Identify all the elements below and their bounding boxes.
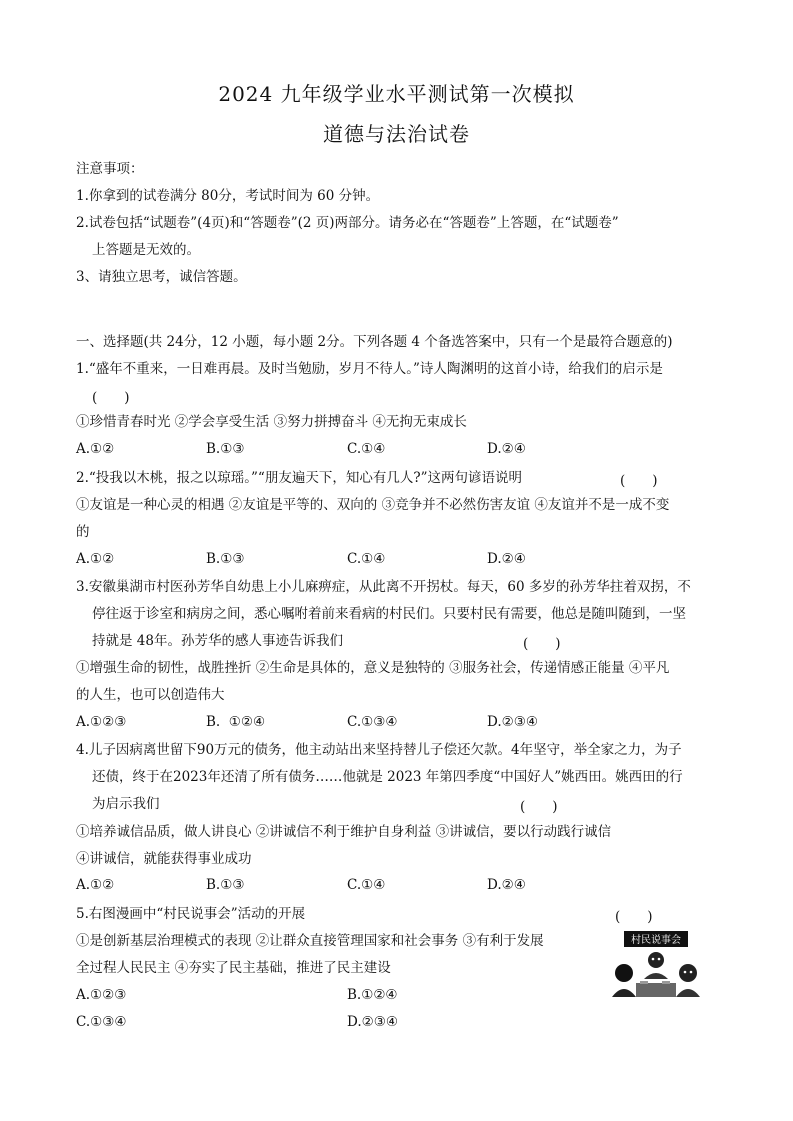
notice-item-3: 3、请独立思考，诚信答题。 bbox=[76, 269, 247, 285]
question-1-answer-paren: ( ) bbox=[92, 390, 130, 406]
village-meeting-cartoon bbox=[610, 927, 702, 999]
question-5-option-c: C.①③④ bbox=[76, 1014, 127, 1030]
question-3-option-c: C.①③④ bbox=[347, 714, 398, 730]
question-5-option-a: A.①②③ bbox=[76, 987, 127, 1003]
cartoon-figure-right bbox=[679, 964, 697, 982]
section-heading: 一、选择题(共 24分，12 小题，每小题 2分。下列各题 4 个备选答案中，只有一个是最符合题意的) bbox=[76, 334, 673, 350]
question-3-option-d: D.②③④ bbox=[487, 714, 538, 730]
question-2-option-a: A.①② bbox=[76, 551, 115, 567]
question-3-stem: 3.安徽巢湖市村医孙芳华自幼患上小儿麻痹症，从此离不开拐杖。每天，60 多岁的孙芳华拄着双拐，不 bbox=[76, 579, 691, 595]
question-2-option-d: D.②④ bbox=[487, 551, 526, 567]
cartoon-table bbox=[636, 983, 676, 997]
question-4-option-a: A.①② bbox=[76, 877, 115, 893]
question-1-option-a: A.①② bbox=[76, 441, 115, 457]
question-2-choices-cont: 的 bbox=[76, 524, 90, 540]
question-1-stem: 1.“盛年不重来，一日难再晨。及时当勉励，岁月不待人。”诗人陶渊明的这首小诗，给我们的启示是 bbox=[76, 361, 663, 377]
question-4-choices: ①培养诚信品质，做人讲良心 ②讲诚信不利于维护自身利益 ③讲诚信，要以行动践行诚信 bbox=[76, 824, 612, 840]
cartoon-figure-center bbox=[648, 952, 664, 968]
question-4-option-b: B.①③ bbox=[206, 877, 245, 893]
question-4-stem-cont-2: 为启示我们 bbox=[92, 796, 160, 812]
question-5-answer-paren: ( ) bbox=[615, 909, 653, 925]
question-3-option-b: B. ①②④ bbox=[206, 714, 266, 730]
question-1-option-d: D.②④ bbox=[487, 441, 526, 457]
exam-subtitle: 道德与法治试卷 bbox=[323, 122, 470, 146]
question-3-choices: ①增强生命的韧性，战胜挫折 ②生命是具体的，意义是独特的 ③服务社会，传递情感正能量 ④平凡 bbox=[76, 660, 670, 676]
exam-title: 2024 九年级学业水平测试第一次模拟 bbox=[218, 82, 575, 106]
question-5-choices-cont: 全过程人民民主 ④夯实了民主基础，推进了民主建设 bbox=[76, 960, 391, 976]
question-3-stem-cont-1: 停往返于诊室和病房之间，悉心嘱咐着前来看病的村民们。只要村民有需要，他总是随叫随到，一坚 bbox=[92, 606, 686, 622]
question-1-option-c: C.①④ bbox=[347, 441, 386, 457]
question-3-option-a: A.①②③ bbox=[76, 714, 127, 730]
question-5-choices: ①是创新基层治理模式的表现 ②让群众直接管理国家和社会事务 ③有利于发展 bbox=[76, 933, 544, 949]
question-2-option-c: C.①④ bbox=[347, 551, 386, 567]
question-2-answer-paren: ( ) bbox=[620, 473, 658, 489]
question-4-answer-paren: ( ) bbox=[520, 799, 558, 815]
question-3-choices-cont: 的人生，也可以创造伟大 bbox=[76, 687, 225, 703]
question-1-option-b: B.①③ bbox=[206, 441, 245, 457]
notice-item-2: 2.试卷包括“试题卷”(4页)和“答题卷”(2 页)两部分。请务必在“答题卷”上答题，在“试题卷” bbox=[76, 215, 619, 231]
notice-item-2-cont: 上答题是无效的。 bbox=[92, 242, 200, 258]
question-5-option-b: B.①②④ bbox=[347, 987, 398, 1003]
question-1-choices: ①珍惜青春时光 ②学会享受生活 ③努力拼搏奋斗 ④无拘无束成长 bbox=[76, 414, 467, 430]
question-5-stem: 5.右图漫画中“村民说事会”活动的开展 bbox=[76, 906, 306, 922]
notice-heading: 注意事项： bbox=[76, 161, 144, 177]
question-4-option-d: D.②④ bbox=[487, 877, 526, 893]
question-5-option-d: D.②③④ bbox=[347, 1014, 398, 1030]
notice-item-1: 1.你拿到的试卷满分 80分，考试时间为 60 分钟。 bbox=[76, 188, 380, 204]
question-4-choices-cont: ④讲诚信，就能获得事业成功 bbox=[76, 851, 252, 867]
cartoon-banner-label: 村民说事会 bbox=[631, 935, 681, 946]
question-3-answer-paren: ( ) bbox=[523, 636, 561, 652]
question-4-stem-cont-1: 还债，终于在2023年还清了所有债务……他就是 2023 年第四季度“中国好人”姚西田。姚西田的行 bbox=[92, 769, 683, 785]
question-2-stem: 2.“投我以木桃，报之以琼瑶。”“朋友遍天下，知心有几人?”这两句谚语说明 bbox=[76, 470, 522, 486]
question-4-stem: 4.儿子因病离世留下90万元的债务，他主动站出来坚持替儿子偿还欠款。4年坚守，举全家之力，为子 bbox=[76, 742, 682, 758]
cartoon-figure-left bbox=[615, 964, 633, 982]
question-2-option-b: B.①③ bbox=[206, 551, 245, 567]
question-2-choices: ①友谊是一种心灵的相遇 ②友谊是平等的、双向的 ③竞争并不必然伤害友谊 ④友谊并不是一成不变 bbox=[76, 497, 670, 513]
question-3-stem-cont-2: 持就是 48年。孙芳华的感人事迹告诉我们 bbox=[92, 633, 343, 649]
question-4-option-c: C.①④ bbox=[347, 877, 386, 893]
